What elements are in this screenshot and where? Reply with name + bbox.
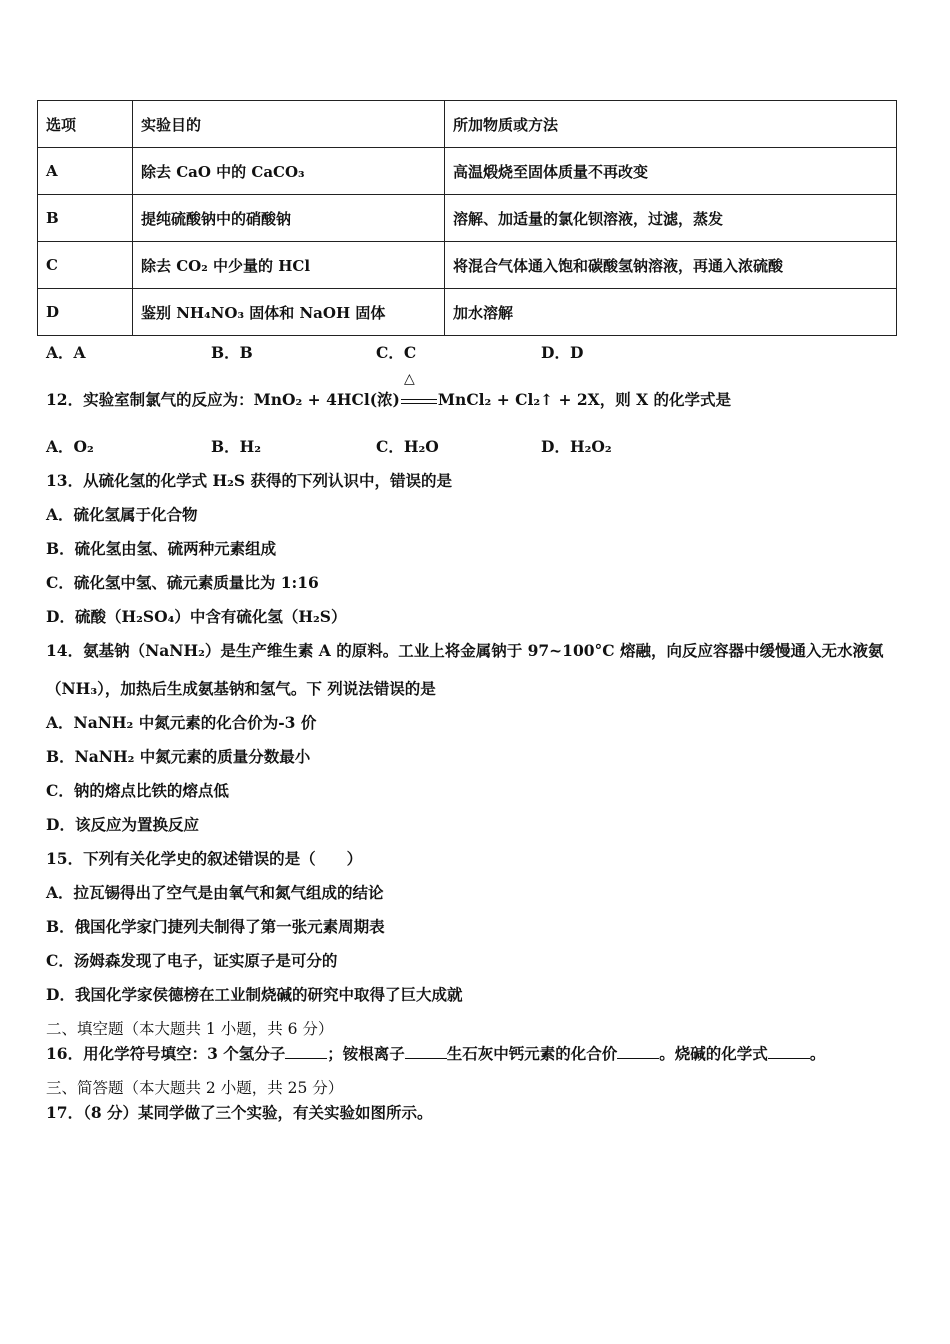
- table-header-row: [38, 101, 897, 148]
- q15-option-a: A．拉瓦锡得出了空气是由氧气和氮气组成的结论: [46, 883, 384, 902]
- q13-option-b: B．硫化氢由氢、硫两种元素组成: [46, 539, 277, 558]
- q13-stem: 13．从硫化氢的化学式 H₂S 获得的下列认识中，错误的是: [46, 471, 452, 490]
- q14-option-c: C．钠的熔点比铁的熔点低: [46, 781, 229, 800]
- q16-part: 16．用化学符号填空：3 个氢分子: [46, 1044, 286, 1063]
- table-cell-method: 高温煅烧至固体质量不再改变: [445, 148, 897, 195]
- table-cell-option: C: [38, 242, 133, 289]
- table-row: [38, 195, 897, 242]
- delta-symbol: △: [404, 371, 415, 387]
- q14-option-a: A．NaNH₂ 中氮元素的化合价为-3 价: [46, 713, 317, 732]
- q17-stem: 17．（8 分）某同学做了三个实验，有关实验如图所示。: [46, 1103, 433, 1122]
- table-cell-option: A: [38, 148, 133, 195]
- table-header-cell: 所加物质或方法: [445, 101, 897, 148]
- table-header-cell: 选项: [38, 101, 133, 148]
- q14-option-b: B．NaNH₂ 中氮元素的质量分数最小: [46, 747, 311, 766]
- answer-blank[interactable]: [405, 1046, 447, 1059]
- answer-blank[interactable]: [285, 1046, 327, 1059]
- choice-a: A．O₂: [46, 437, 94, 456]
- table-cell-purpose: 除去 CO₂ 中少量的 HCl: [133, 242, 445, 289]
- table-cell-purpose: 鉴别 NH₄NO₃ 固体和 NaOH 固体: [133, 289, 445, 336]
- table-row: [38, 148, 897, 195]
- q15-option-d: D．我国化学家侯德榜在工业制烧碱的研究中取得了巨大成就: [46, 985, 463, 1004]
- q16-part: 生石灰中钙元素的化合价: [446, 1044, 618, 1063]
- table-cell-option: D: [38, 289, 133, 336]
- q16-part: 。: [809, 1044, 826, 1063]
- q16-part: 。烧碱的化学式: [659, 1044, 768, 1063]
- choice-d: D．D: [541, 343, 584, 362]
- q13-option-a: A．硫化氢属于化合物: [46, 505, 198, 524]
- choice-b: B．H₂: [211, 437, 262, 456]
- q15-stem: 15．下列有关化学史的叙述错误的是（ ）: [46, 849, 363, 868]
- table-cell-method: 将混合气体通入饱和碳酸氢钠溶液，再通入浓硫酸: [445, 242, 897, 289]
- q16-stem: [46, 1042, 825, 1064]
- table-cell-option: B: [38, 195, 133, 242]
- q14-stem-line1: 14．氨基钠（NaNH₂）是生产维生素 A 的原料。工业上将金属钠于 97~100°C 熔融，向反应容器中缓慢通入无水液氨: [46, 641, 884, 660]
- options-table: [37, 100, 897, 336]
- q11-choices: [46, 341, 706, 363]
- section-short-answer-heading: 三、简答题（本大题共 2 小题，共 25 分）: [46, 1079, 344, 1097]
- reaction-condition-bar: [401, 399, 437, 404]
- section-fill-blank-heading: 二、填空题（本大题共 1 小题，共 6 分）: [46, 1020, 334, 1038]
- choice-d: D．H₂O₂: [541, 437, 612, 456]
- choice-b: B．B: [211, 343, 253, 362]
- q12-suffix: MnCl₂ + Cl₂↑ + 2X，则 X 的化学式是: [437, 390, 732, 409]
- choice-c: C．H₂O: [376, 437, 439, 456]
- q12-stem: [46, 388, 731, 410]
- q12-choices: [46, 435, 706, 457]
- q15-option-b: B．俄国化学家门捷列夫制得了第一张元素周期表: [46, 917, 385, 936]
- table-cell-method: 溶解、加适量的氯化钡溶液，过滤，蒸发: [445, 195, 897, 242]
- q14-option-d: D．该反应为置换反应: [46, 815, 199, 834]
- q12-prefix: 12．实验室制氯气的反应为：MnO₂ + 4HCl(浓): [46, 390, 400, 409]
- table-cell-purpose: 提纯硫酸钠中的硝酸钠: [133, 195, 445, 242]
- table-cell-purpose: 除去 CaO 中的 CaCO₃: [133, 148, 445, 195]
- q14-stem-line2: （NH₃），加热后生成氨基钠和氢气。下 列说法错误的是: [46, 679, 436, 698]
- answer-blank[interactable]: [617, 1046, 659, 1059]
- q16-part: ；铵根离子: [327, 1044, 405, 1063]
- table-cell-method: 加水溶解: [445, 289, 897, 336]
- table-header-cell: 实验目的: [133, 101, 445, 148]
- answer-blank[interactable]: [768, 1046, 810, 1059]
- q13-option-d: D．硫酸（H₂SO₄）中含有硫化氢（H₂S）: [46, 607, 347, 626]
- choice-c: C．C: [376, 343, 417, 362]
- q15-option-c: C．汤姆森发现了电子，证实原子是可分的: [46, 951, 338, 970]
- q13-option-c: C．硫化氢中氢、硫元素质量比为 1:16: [46, 573, 319, 592]
- table-row: [38, 289, 897, 336]
- choice-a: A．A: [46, 343, 86, 362]
- table-row: [38, 242, 897, 289]
